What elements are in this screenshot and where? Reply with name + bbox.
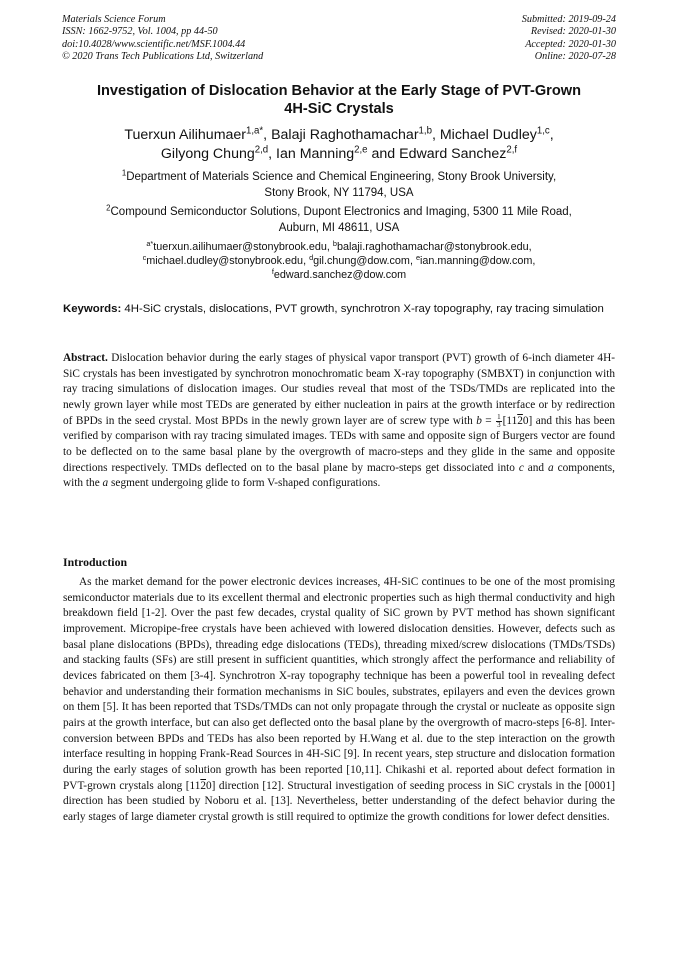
math-text: [11 xyxy=(185,779,201,792)
title-line-2: 4H-SiC Crystals xyxy=(284,101,394,117)
author-name: Balaji Raghothamachar xyxy=(271,127,419,143)
author-affiliation-mark: 1,a* xyxy=(246,125,264,137)
author-line-2 xyxy=(40,145,638,164)
abstract-text: components, with the xyxy=(63,461,615,490)
overbar-digit: 2 xyxy=(517,414,523,427)
abstract-text: and this has been verified by comparison with ray tracing simulated images. TEDs with same and opposite sign of Burgers vector are found to be deflected on to the same basal plane by the overgrowth of macro-steps and they glide in the same and opposite directions respectively. TMDs deflected on to the basal plane by macro-steps get dissociated into xyxy=(63,414,615,474)
email-link[interactable]: balaji.raghothamachar@stonybrook.edu xyxy=(337,241,529,253)
affiliation-line xyxy=(40,205,638,221)
fraction-numerator: 1 xyxy=(497,412,501,421)
email-link[interactable]: ian.manning@dow.com xyxy=(420,255,533,267)
author-name: Tuerxun Ailihumaer xyxy=(124,127,247,143)
abstract-text: and xyxy=(523,461,548,474)
math-text: [11 xyxy=(502,414,518,427)
math-variable: a xyxy=(102,477,109,490)
author-affiliation-mark: 1,b xyxy=(418,125,432,137)
date-revised: Revised: 2020-01-30 xyxy=(530,26,616,38)
affiliation-number: 1 xyxy=(121,168,127,178)
date-accepted: Accepted: 2020-01-30 xyxy=(525,38,616,50)
section-heading-introduction: Introduction xyxy=(63,555,128,569)
author-affiliation-mark: 2,d xyxy=(254,144,269,156)
date-online: Online: 2020-07-28 xyxy=(534,51,616,63)
affiliation-1 xyxy=(40,170,638,201)
email-mark: b xyxy=(332,238,337,248)
math-variable: b xyxy=(476,414,482,427)
email-mark: a* xyxy=(146,238,154,248)
email-link[interactable]: tuerxun.ailihumaer@stonybrook.edu xyxy=(153,241,327,253)
journal-issn: ISSN: 1662-9752, Vol. 1004, pp 44-50 xyxy=(62,26,218,38)
keywords-label: Keywords: xyxy=(63,303,122,315)
author-name: Edward Sanchez xyxy=(399,146,507,162)
email-link[interactable]: michael.dudley@stonybrook.edu xyxy=(146,255,304,267)
publication-dates xyxy=(522,14,616,64)
math-text: = xyxy=(481,414,496,427)
affiliation-text: Compound Semiconductor Solutions, Dupont Electronics and Imaging, 5300 11 Mile Road, xyxy=(110,206,572,218)
author-line-1 xyxy=(40,126,638,145)
introduction-paragraph xyxy=(63,575,615,826)
email-line-1: $^{a*}$tuerxun.ailihumaer@stonybrook.edu, $^b$balaji.raghothamachar@stonybrook.edu, xyxy=(146,238,532,253)
body-text: As the market demand for the power electronic devices increases, 4H-SiC continues to be one of the most promising semiconductor materials due to its excellent thermal and electronic properties such as high thermal conductivity and high breakdown field [1-2]. Over the past few decades, crystal quality of SiC grown by PVT method has shown significant improvement. Micropipe-free crystals have been achieved with lowered dislocation densities. However, defects such as basal plane dislocations (BPDs), threading edge dislocations (TEDs), threading mixed/screw dislocations (TMDs/TSDs) and stacking faults (SFs) are still present in sufficient quantities, which strongly affect the performance and reliability of devices fabricated on them [3-4]. Synchrotron X-ray topography technique has been a powerful tool in revealing defect behavior and understanding their formation mechanisms in SiC boules, substrates, epilayers and even the devices grown on them [5]. It has been reported that TSDs/TMDs can not only propagate through the crystal or nucleate as opposite sign pairs at the growth interface, but can also get deflected onto the basal plane by the overgrowth of macro-steps [6-8]. Inter-conversion between BPDs and TEDs has also been reported by H.Wang et al. due to the step interaction on the growth interface resulting in hopping Frank-Read Sources in 4H-SiC [9]. In recent years, step structure and dislocation formation during the early stages of solution growth has been reported [10,11]. Chikashi et al. reported about defect formation in PVT-grown crystals along xyxy=(63,576,615,792)
email-link[interactable]: gil.chung@dow.com xyxy=(313,255,410,267)
affiliation-line xyxy=(40,170,638,186)
abstract-label: Abstract. xyxy=(63,352,108,364)
author-separator: , xyxy=(549,127,554,143)
author-affiliation-mark: 1,c xyxy=(536,125,550,137)
body-text: direction [12]. Structural investigation of seeding process in SiC crystals in the [0001] direction has been studied by Noboru et al. [13]. Nevertheless, better understanding of the defect behavior during the early stages of large diameter crystal growth is still required to optimize the growth conditions for lower defect densities. xyxy=(63,779,615,823)
date-submitted: Submitted: 2019-09-24 xyxy=(521,14,616,25)
author-affiliation-mark: 2,f xyxy=(506,144,518,156)
email-mark: d xyxy=(309,252,314,262)
keywords-text: 4H-SiC crystals, dislocations, PVT growth, synchrotron X-ray topography, ray tracing simulation xyxy=(124,303,604,315)
math-variable: a xyxy=(548,461,554,474)
author-separator: , xyxy=(263,127,272,143)
author-name: Ian Manning xyxy=(276,146,355,162)
affiliation-2 xyxy=(40,205,638,236)
email-list xyxy=(40,240,638,282)
journal-doi: doi:10.4028/www.scientific.net/MSF.1004.44 xyxy=(62,38,246,50)
author-list xyxy=(40,126,638,164)
author-separator: , xyxy=(431,127,440,143)
math-variable: c xyxy=(518,461,524,474)
author-separator: , xyxy=(268,146,277,162)
abstract-text: segment undergoing glide to form V-shaped configurations. xyxy=(108,477,381,490)
email-mark: c xyxy=(142,252,147,262)
abstract-text: Dislocation behavior during the early stages of physical vapor transport (PVT) growth of 6-inch diameter 4H-SiC crystals has been investigated by synchrotron monochromatic beam X-ray topography (SMBXT) in conjunction with ray tracing simulations of dislocation images. Our studies reveal that most of the TSDs/TMDs are replicated into the newly grown layer while most TEDs are generated by either nucleation in pairs at the growth interface or by redirection of BPDs in the seed crystal. Most BPDs in the newly grown layer are of screw type with xyxy=(63,352,615,427)
affiliation-text: Stony Brook, NY 11794, USA xyxy=(264,186,414,199)
author-name: Michael Dudley xyxy=(439,127,537,143)
journal-copyright: © 2020 Trans Tech Publications Ltd, Switzerland xyxy=(62,51,264,63)
email-line-2: $^c$michael.dudley@stonybrook.edu, $^d$gil.chung@dow.com, $^e$ian.manning@dow.com, xyxy=(142,252,536,267)
fraction xyxy=(496,414,502,429)
journal-name: Materials Science Forum xyxy=(62,14,166,25)
math-text: 0] xyxy=(206,779,216,792)
title-line-1: Investigation of Dislocation Behavior at the Early Stage of PVT-Grown xyxy=(96,83,582,99)
affiliation-text: Department of Materials Science and Chemical Engineering, Stony Brook University, xyxy=(126,171,557,183)
email-link[interactable]: edward.sanchez@dow.com xyxy=(273,269,407,281)
overbar-digit: 2 xyxy=(200,779,207,792)
author-name: Gilyong Chung xyxy=(160,146,255,162)
fraction-denominator: 3 xyxy=(497,420,501,429)
email-mark: f xyxy=(271,266,274,276)
paper-title xyxy=(40,82,638,118)
affiliation-text: Auburn, MI 48611, USA xyxy=(278,221,400,234)
abstract xyxy=(63,351,615,492)
keywords xyxy=(63,302,615,317)
journal-info xyxy=(62,14,263,64)
author-separator: and xyxy=(367,146,400,162)
math-text: 0] xyxy=(522,414,533,427)
email-line-3 xyxy=(40,268,638,282)
email-mark: e xyxy=(415,252,421,262)
author-affiliation-mark: 2,e xyxy=(354,144,368,156)
affiliation-number: 2 xyxy=(106,203,111,213)
